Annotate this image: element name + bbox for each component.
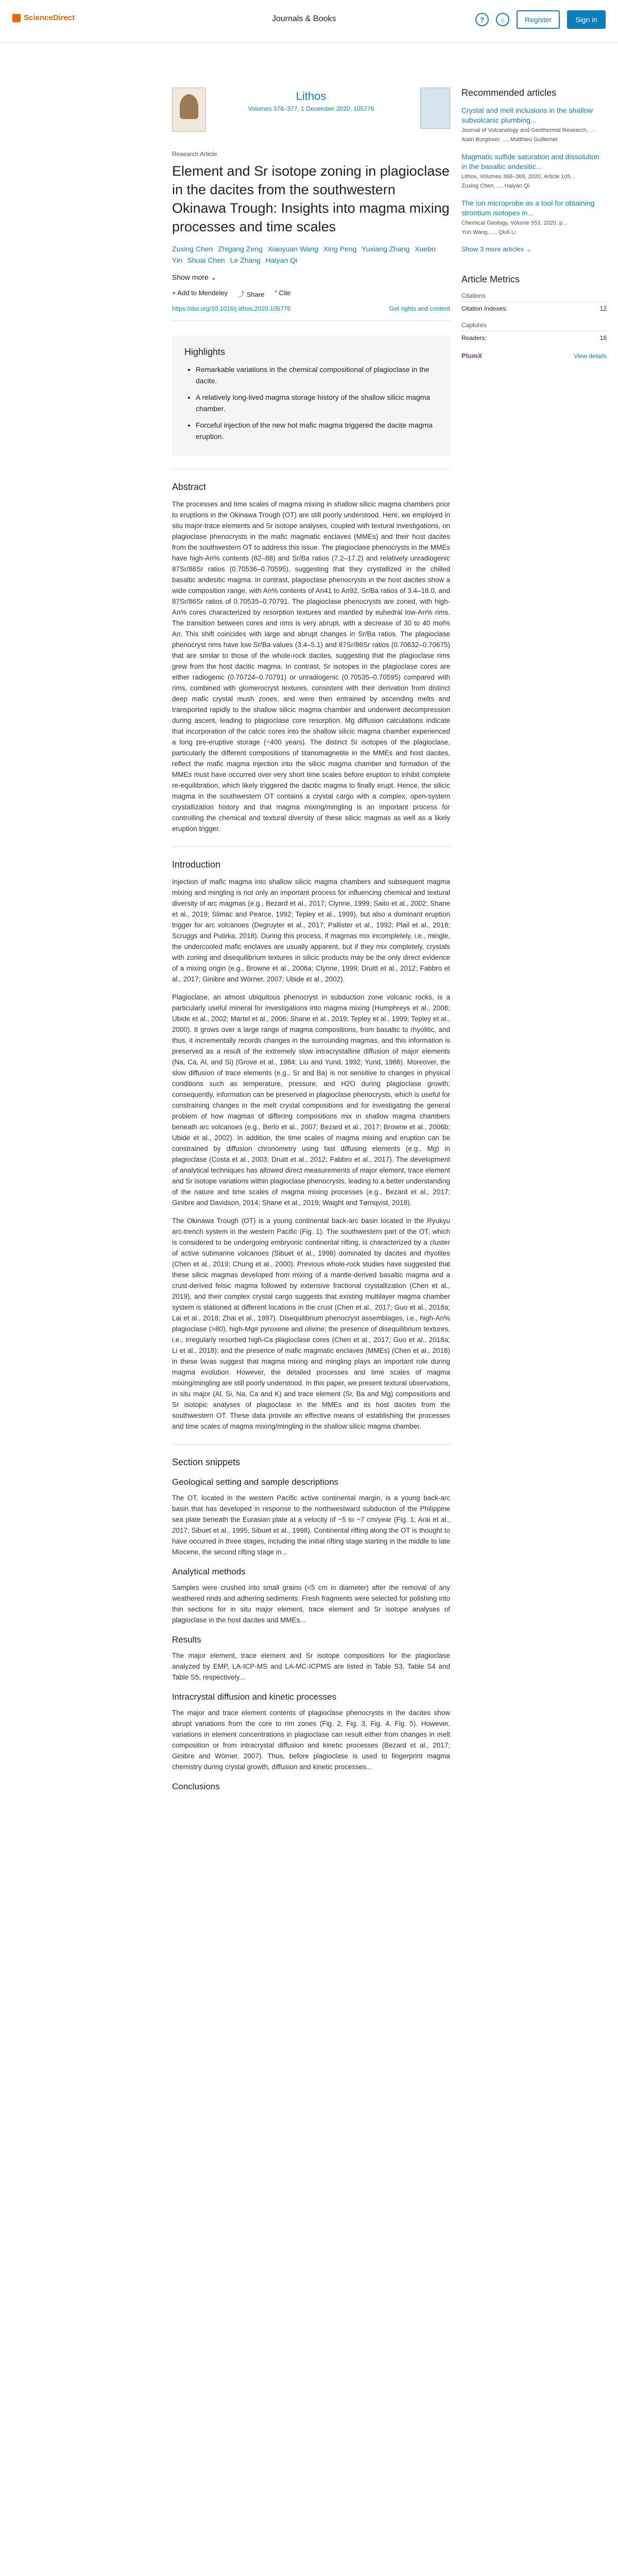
metrics-heading: Article Metrics: [461, 274, 520, 284]
sciencedirect-logo[interactable]: [12, 13, 75, 22]
highlight-item: • A relatively long-lived magma storage history of the shallow silicic magma chamber.: [196, 392, 438, 414]
abstract-text: The processes and time scales of magma mixing in shallow silicic magma chambers prior to eruptions in the Okinawa Trough (OT) are still poorly understood. Here, we employed in situ major-trace elements and Sr isotope analyses, coupled with textural investigations, on plagioclase phenocrysts in the mafic magmatic enclaves (MMEs) and their host dacites from the southwestern OT to address this issue. The plagioclase phenocrysts in the MMEs have high-An% contents (82–88) and Sr/Ba ratios (7.2–17.2) and relatively unradiogenic 87Sr/86Sr ratios (0.70536–0.70595), suggesting that they crystallized in the chilled basaltic andesitic magma. In contrast, plagioclase phenocrysts in the host dacites show a wide composition range, with An% contents of An41 to An92, Sr/Ba ratios of 3.4–18.0, and 87Sr/86Sr ratios of 0.70535–0.70791. The plagioclase phenocrysts are zoned, with high-An% cores characterized by resorption textures and mantled by euhedral low-An% rims. The transition between cores and rims is very abrupt, with a decrease of 30 to 40 mol% An. This shift coincides with large and abrupt changes in Sr/Ba ratios. The plagioclase phenocryst rims have low Sr/Ba values (3.4–5.1) and 87Sr/86Sr ratios (0.70632–0.70675) that are similar to those of the whole-rock dacites, suggesting that the plagioclase rims grew from the host dacitic magma. In contrast, Sr isotopes in the plagioclase cores are either radiogenic (0.70724–0.70791) or unradiogenic (0.70535–0.70595) compared with rims, combined with glomerocryst textures, consistent with their derivation from distinct deep mafic crystal mush zones, and were then entrained by ascending melts and transported rapidly to the shallow silicic magma chamber and underwent decompression during ascent, leading to plagioclase core resorption. Mg diffusion calculations indicate that incorporation of the calcic cores into the shallow silicic magma chamber experienced a long pre-eruptive storage (~400 years). The distinct Sr isotopes of the plagioclase, particularly the different compositions of titanomagnetite in the MMEs and host dacites, reflect the mafic magma injection into the silicic magma chamber and formation of the MMEs must have occurred over very short time scales before eruption to inhibit complete re-equilibration, which likely triggered the dacitic magma to finally erupt. Hence, the silicic magma in the southwestern OT contains a crystal cargo with a complex, open-system crystallization history and that magma mixing/mingling is an important process for controlling the chemical and textural diversity of these silicic magmas as well as a likely eruption trigger.: [172, 500, 450, 833]
section-snippets: [172, 1444, 450, 1792]
register-button[interactable]: Register: [517, 10, 560, 29]
chevron-down-icon: ⌄: [210, 273, 217, 281]
show-more-toggle[interactable]: Show more ⌄: [172, 273, 217, 281]
intro-paragraph: Plagioclase, an almost ubiquitous phenocryst in subduction zone volcanic rocks, is a particularly useful mineral for investigations into magma mixing (Humphreys et al., 2006; Ubide et al., 2002; Martel et al., 2006; Shane et al., 2019; Tepley et al., 1999; Tepley et al., 2000). It grows over a large range of magma compositions, from basaltic to rhyolitic, and thus, it incrementally records changes in the surrounding magmas, and this information is preserved as a result of the extremely slow intracrystalline diffusion of major elements (Na, Ca, Al, and Si) (Grove et al., 1984; Liu and Yund, 1992; Yund, 1986). Moreover, the slow diffusion of trace elements (e.g., Sr and Ba) is not sensitive to changes in physical conditions such as temperature, pressure, and H2O during plagioclase growth; consequently, information can be preserved in plagioclase phenocrysts, which is useful for constraining changes in the melt crystal compositions and for investigating the general problem of how magmas of differing compositions mix in shallow magma chambers beneath arc volcanoes (e.g., Berlo et al., 2007; Bezard et al., 2017; Browne et al., 2006b; Ubide et al., 2002). In addition, the time scales of magma mixing and eruption can be constrained by diffusion chronometry using fast diffusing elements (e.g., Mg) in plagioclase (Costa et al., 2003; Druitt et al., 2012; Fabbro et al., 2017). The development of analytical techniques has allowed direct measurements of major element, trace element and Sr isotope variations within plagioclase phenocrysts, leading to a better understanding of the nature and time scales of magma mixing processes (e.g., Bezard et al., 2017; Ginibre and Davidson, 2014; Shane et al., 2019; Waight and Tørnqvist, 2018).: [172, 993, 450, 1207]
captures-label: Captures: [461, 321, 607, 331]
show-more-articles-link[interactable]: Show 3 more articles ⌄: [461, 245, 531, 253]
citations-label: Citations: [461, 292, 607, 302]
author-link[interactable]: Xiaoyuan Wang: [267, 245, 318, 253]
snippet-title[interactable]: Intracrystal diffusion and kinetic processes: [172, 1692, 337, 1702]
article-tools: [172, 289, 450, 299]
view-details-link[interactable]: View details: [574, 352, 607, 360]
rights-link[interactable]: Get rights and content: [389, 305, 450, 312]
recommended-title[interactable]: The ion microprobe as a tool for obtaining strontium isotopes in...: [461, 199, 595, 217]
snippet-text: The OT, located in the western Pacific active continental margin, is a young back-arc basin that has developed in response to the northwestward subduction of the Philippine sea plate beneath the Eurasian plate at a velocity of ~5 to ~7 cm/year (Fig. 1; Arai et al., 2017; Sibuet et al., 1995, Sibuet et al., 1998). Continental rifting along the OT is thought to have occurred in three stages, including the initial rifting stage starting in the middle to late Miocene, the second rifting stage in...: [172, 1494, 450, 1556]
journals-books-link[interactable]: Journals & Books: [272, 14, 336, 23]
author-link[interactable]: Zuxing Chen: [172, 245, 213, 253]
highlight-item: • Forceful injection of the new hot mafic magma triggered the dacite magma eruption.: [196, 419, 438, 442]
right-sidebar: [461, 88, 607, 360]
intro-paragraph: The Okinawa Trough (OT) is a young continental back-arc basin located in the Ryukyu arc-trench system in the western Pacific (Fig. 1). The southwestern part of the OT, which is considered to be undergoing embryonic continental rifting, is characterized by a cluster of active submarine volcanoes (Sibuet et al., 1998) dominated by dacites and rhyolites (Chen et al., 2019; Chung et al., 2000). Previous whole-rock studies have suggested that these silicic magmas developed from mixing of a mantle-derived basaltic magma and a crust-derived felsic magma followed by extensive fractional crystallization (Chen et al., 2019), and their complex crystal cargo suggests that existing multilayer magma chamber system is stationed at different locations in the crust (Chen et al., 2017; Guo et al., 2018a; Lai et al., 2018; Zhai et al., 1997). Disequilibrium phenocryst assemblages, i.e., high-An% plagioclase (>80), high-Mg# pyroxene and olivine; the presence of disequilibrium textures, i.e., irregularly resorbed high-Ca plagioclase cores (Chen et al., 2017; Guo et al., 2018a; Li et al., 2018); and the presence of mafic magmatic enclaves (MMEs) (Chen et al., 2018) in these lavas suggest that magma mixing and mingling plays an important role during magma evolution. However, the detailed processes and time scales of magma mixing/mingling are still poorly understood. In this paper, we present textural observations, in situ major (Al, Si, Na, Ca and K) and trace element (Sr, Ba and Mg) compositions and Sr isotopic analyses of plagioclase in the MMEs and its host dacites from the southwestern OT. These data provide an effective means of establishing the processes and time scales of magma mixing/mingling in the shallow silicic magma chamber.: [172, 1217, 450, 1430]
recommended-article[interactable]: [461, 198, 607, 236]
recommended-journal: Lithos, Volumes 368–369, 2020, Article 105...: [461, 174, 575, 180]
highlights-box: [172, 335, 450, 456]
author-link[interactable]: Zhigang Zeng: [218, 245, 263, 253]
recommended-authors: Alain Burgisser, ..., Matthieu Guillemet: [461, 137, 558, 143]
doi-link[interactable]: https://doi.org/10.1016/j.lithos.2020.105776: [172, 305, 291, 312]
top-header: [0, 0, 618, 43]
abstract-heading: Abstract: [172, 482, 207, 492]
help-icon[interactable]: ?: [475, 13, 489, 26]
author-link[interactable]: Shuai Chen: [187, 256, 225, 264]
journal-header: [172, 88, 450, 145]
author-link[interactable]: Haiyan Qi: [265, 256, 298, 264]
doi-row: [172, 305, 450, 321]
journal-title[interactable]: Lithos: [296, 90, 327, 103]
recommended-article[interactable]: [461, 106, 607, 144]
quote-icon: “: [274, 289, 277, 297]
abstract-section: [172, 469, 450, 834]
snippet-text: The major and trace element contents of plagioclase phenocrysts in the dacites show abrupt variations from the core to rim zones (Fig. 2, Fig. 3, Fig. 4, Fig. 5). However, variations in element concentrations in plagioclase can result either from changes in melt composition or from intracrystal diffusion and kinetic processes (Bezard et al., 2017; Ginibre and Wörner, 2007). Thus, before plagioclase is used to fingerprint magma chemistry during crystal growth, diffusion and kinetic processes...: [172, 1709, 450, 1771]
snippet-title[interactable]: Geological setting and sample descriptions: [172, 1477, 339, 1487]
author-link[interactable]: Le Zhang: [230, 256, 261, 264]
snippet-text: Samples were crushed into small grains (<5 cm in diameter) after the removal of any weathered rinds and adhering sediments. Fresh fragments were selected for polishing into thin sections for in situ major element, trace element and Sr isotope analyses of plagioclase in the host dacites and MMEs...: [172, 1584, 450, 1624]
recommended-title[interactable]: Crystal and melt inclusions in the shallow subvolcanic plumbing...: [461, 106, 593, 124]
share-icon: ⤴: [238, 291, 245, 298]
highlight-item: • Remarkable variations in the chemical compositional of plagioclase in the dacite.: [196, 364, 438, 386]
recommended-article[interactable]: [461, 152, 607, 190]
intro-paragraph: Injection of mafic magma into shallow silicic magma chambers and subsequent magma mixing and mingling is not only an important process for influencing chemical and textural diversity of arc magmas (e.g., Bezard et al., 2017; Clynne, 1999; Saito et al., 2002; Shane et al., 2019; Slimac and Pearce, 1992; Tepley et al., 1999), but also a dominant eruption trigger for arc volcanoes (Degruyter et al., 2017; Pallister et al., 1992; Plail et al., 2018; Scruggs and Putirka, 2018). During this process, if magmas mix incompletely, i.e., mingle, the undercooled mafic enclaves are usually apparent, but if they mix completely, crystals with zoning and disequilibrium textures in silicic products may be the only direct evidence of a mixing origin (e.g., Browne et al., 2006a; Clynne, 1999; Druitt et al., 2012; Fabbro et al., 2017; Ginibre and Wörner, 2007; Ubide et al., 2002).: [172, 878, 450, 983]
journal-cover-image[interactable]: [420, 88, 450, 129]
add-mendeley-button[interactable]: + Add to Mendeley: [172, 289, 228, 297]
author-list: [172, 243, 450, 266]
cite-button[interactable]: “ Cite: [274, 289, 291, 297]
author-link[interactable]: Xuebo Yin: [172, 245, 436, 264]
conclusions-heading[interactable]: Conclusions: [172, 1782, 220, 1791]
snippet-title[interactable]: Results: [172, 1635, 201, 1645]
share-button[interactable]: ⤴ Share: [238, 291, 265, 298]
recommended-authors: Zuxing Chen, ..., Haiyan Qi: [461, 183, 530, 189]
elsevier-mark-icon: [12, 14, 21, 22]
citation-index-row: Citation Indexes: 12: [461, 305, 607, 312]
recommended-authors: Yun Wang, ..., Qiuli Li: [461, 229, 516, 235]
snippets-heading: Section snippets: [172, 1457, 241, 1467]
recommended-journal: Journal of Volcanology and Geothermal Research, ...: [461, 127, 595, 133]
institution-icon[interactable]: ⌂: [496, 13, 509, 26]
recommended-heading: Recommended articles: [461, 88, 557, 98]
plumx-row: [461, 352, 607, 360]
chevron-down-icon: ⌄: [526, 245, 531, 253]
snippet-text: The major element, trace element and Sr isotope compositions for the plagioclase analyzed by EMP, LA-ICP-MS and LA-MC-ICPMS are listed in Table S3, Table S4 and Table S5, respectively...: [172, 1652, 450, 1681]
plumx-logo: PlumX: [461, 352, 483, 360]
recommended-journal: Chemical Geology, Volume 553, 2020, p...: [461, 220, 568, 226]
brand-name: ScienceDirect: [24, 13, 75, 22]
author-link[interactable]: Yuxiang Zhang: [362, 245, 410, 253]
recommended-title[interactable]: Magmatic sulfide saturation and dissolution in the basaltic andesitic...: [461, 152, 599, 171]
journal-volume[interactable]: Volumes 376–377, 1 December 2020, 105776: [248, 105, 374, 112]
article-main: [172, 88, 450, 1797]
snippet-title[interactable]: Analytical methods: [172, 1567, 246, 1577]
readers-row: Readers: 16: [461, 334, 607, 342]
introduction-section: [172, 846, 450, 1432]
sign-in-button[interactable]: Sign in: [567, 10, 606, 29]
article-type: Research Article: [172, 150, 217, 158]
article-title: Element and Sr isotope zoning in plagioclase in the dacites from the southwestern Okinawa Trough: Insights into magma mixing processes and time scales: [172, 163, 450, 234]
introduction-heading: Introduction: [172, 859, 221, 870]
author-link[interactable]: Xing Peng: [323, 245, 357, 253]
highlights-heading: Highlights: [184, 347, 226, 357]
